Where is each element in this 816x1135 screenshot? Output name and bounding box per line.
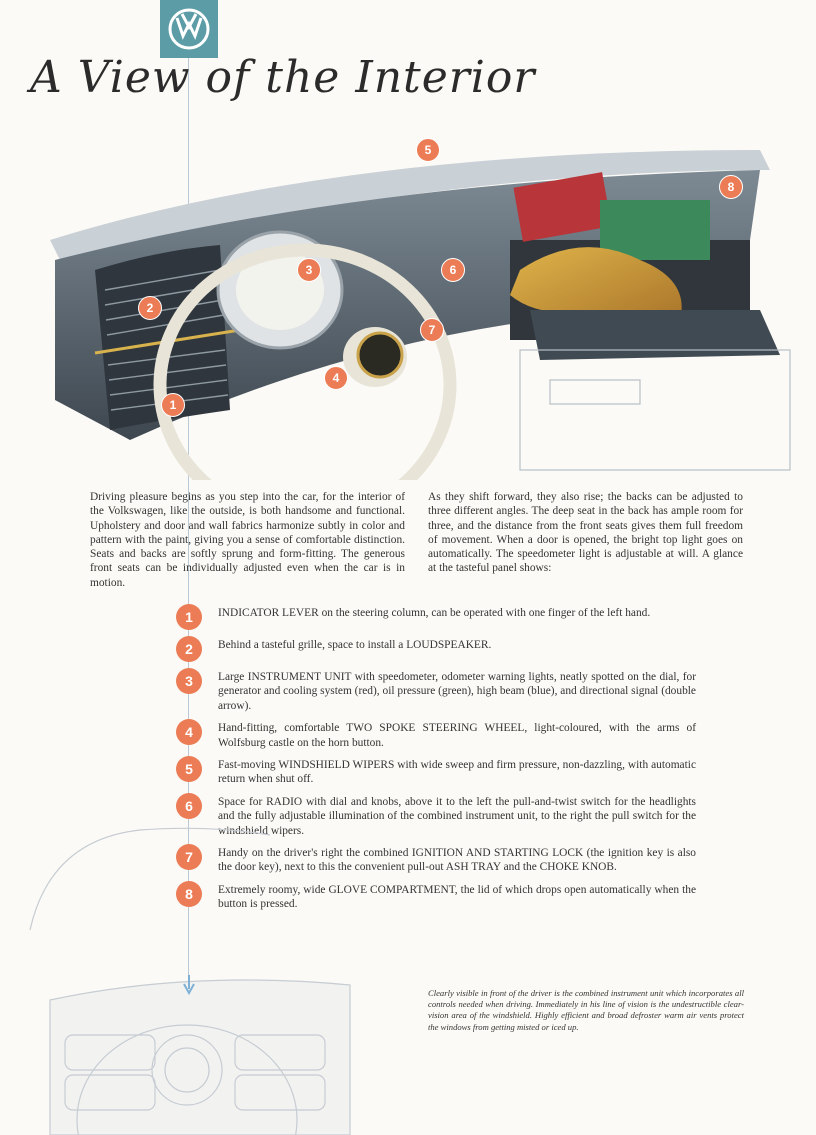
intro-paragraph-2: As they shift forward, they also rise; the backs can be adjusted to three different angles. The deep seat in the back has ample room for three, and the distance from the front seats gives them full freedom of movement. When a door is opened, the bright top light goes on automatically. The speedometer light is adjustable at will. A glance at the tasteful panel shows:	[428, 491, 743, 575]
marker-1: 1	[161, 393, 185, 417]
marker-6: 6	[441, 258, 465, 282]
feature-number: 4	[176, 719, 202, 745]
feature-number: 5	[176, 756, 202, 782]
intro-paragraph-1: Driving pleasure begins as you step into the car, for the interior of the Volkswagen, like the outside, is both handsome and functional. Upholstery and door and wall fabrics harmonize subtly in color and pattern with the paint, giving you a sense of comfortable distinction. Seats and backs are softly sprung and form-fitting. The generous front seats can be individually adjusted even when the car is in motion.	[90, 491, 405, 589]
arrow-down-icon	[183, 975, 195, 995]
feature-item	[176, 606, 696, 630]
feature-item	[176, 721, 696, 750]
marker-2: 2	[138, 296, 162, 320]
feature-text: Behind a tasteful grille, space to install a LOUDSPEAKER.	[218, 639, 492, 651]
illustration-caption: Clearly visible in front of the driver is the combined instrument unit which incorporates all controls needed when driving. Immediately in his line of vision is the undestructible clear-vision area of the windshield. Highly efficient and broad defroster warm air vents protect the windows from getting misted or iced up.	[428, 988, 744, 1032]
vw-logo-icon	[168, 8, 210, 50]
feature-text: INDICATOR LEVER on the steering column, can be operated with one finger of the left hand.	[218, 607, 651, 619]
page-title: A View of the Interior	[30, 52, 536, 103]
feature-number: 1	[176, 604, 202, 630]
feature-text: Handy on the driver's right the combined IGNITION AND STARTING LOCK (the ignition key is also the door key), next to this the convenient pull-out ASH TRAY and the CHOKE KNOB.	[218, 847, 696, 874]
feature-number: 2	[176, 636, 202, 662]
marker-5: 5	[416, 138, 440, 162]
marker-7: 7	[420, 318, 444, 342]
feature-text: Extremely roomy, wide GLOVE COMPARTMENT, the lid of which drops open automatically when the button is pressed.	[218, 883, 696, 911]
feature-item	[176, 638, 696, 662]
feature-text: Space for RADIO with dial and knobs, above it to the left the pull-and-twist switch for the headlights and the fully adjustable illumination of the combined instrument unit, to the right the pull switch for the windshield wipers.	[218, 795, 696, 837]
feature-text: Large INSTRUMENT UNIT with speedometer, odometer warning lights, neatly spotted on the dial, for generator and cooling system (red), oil pressure (green), high beam (blue), and directional signal (double arrow).	[218, 671, 696, 712]
marker-3: 3	[297, 258, 321, 282]
feature-number: 7	[176, 844, 202, 870]
feature-number: 3	[176, 668, 202, 694]
feature-item	[176, 670, 696, 713]
feature-number: 6	[176, 793, 202, 819]
marker-4: 4	[324, 366, 348, 390]
marker-8: 8	[719, 175, 743, 199]
feature-number: 8	[176, 881, 202, 907]
dashboard-illustration	[40, 110, 800, 480]
feature-text: Hand-fitting, comfortable TWO SPOKE STEERING WHEEL, light-coloured, with the arms of Wolfsburg castle on the horn button.	[218, 722, 696, 749]
vw-logo	[160, 0, 218, 58]
feature-text: Fast-moving WINDSHIELD WIPERS with wide sweep and firm pressure, non-dazzling, with automatic return when shut off.	[218, 759, 696, 786]
feature-item	[176, 758, 696, 787]
